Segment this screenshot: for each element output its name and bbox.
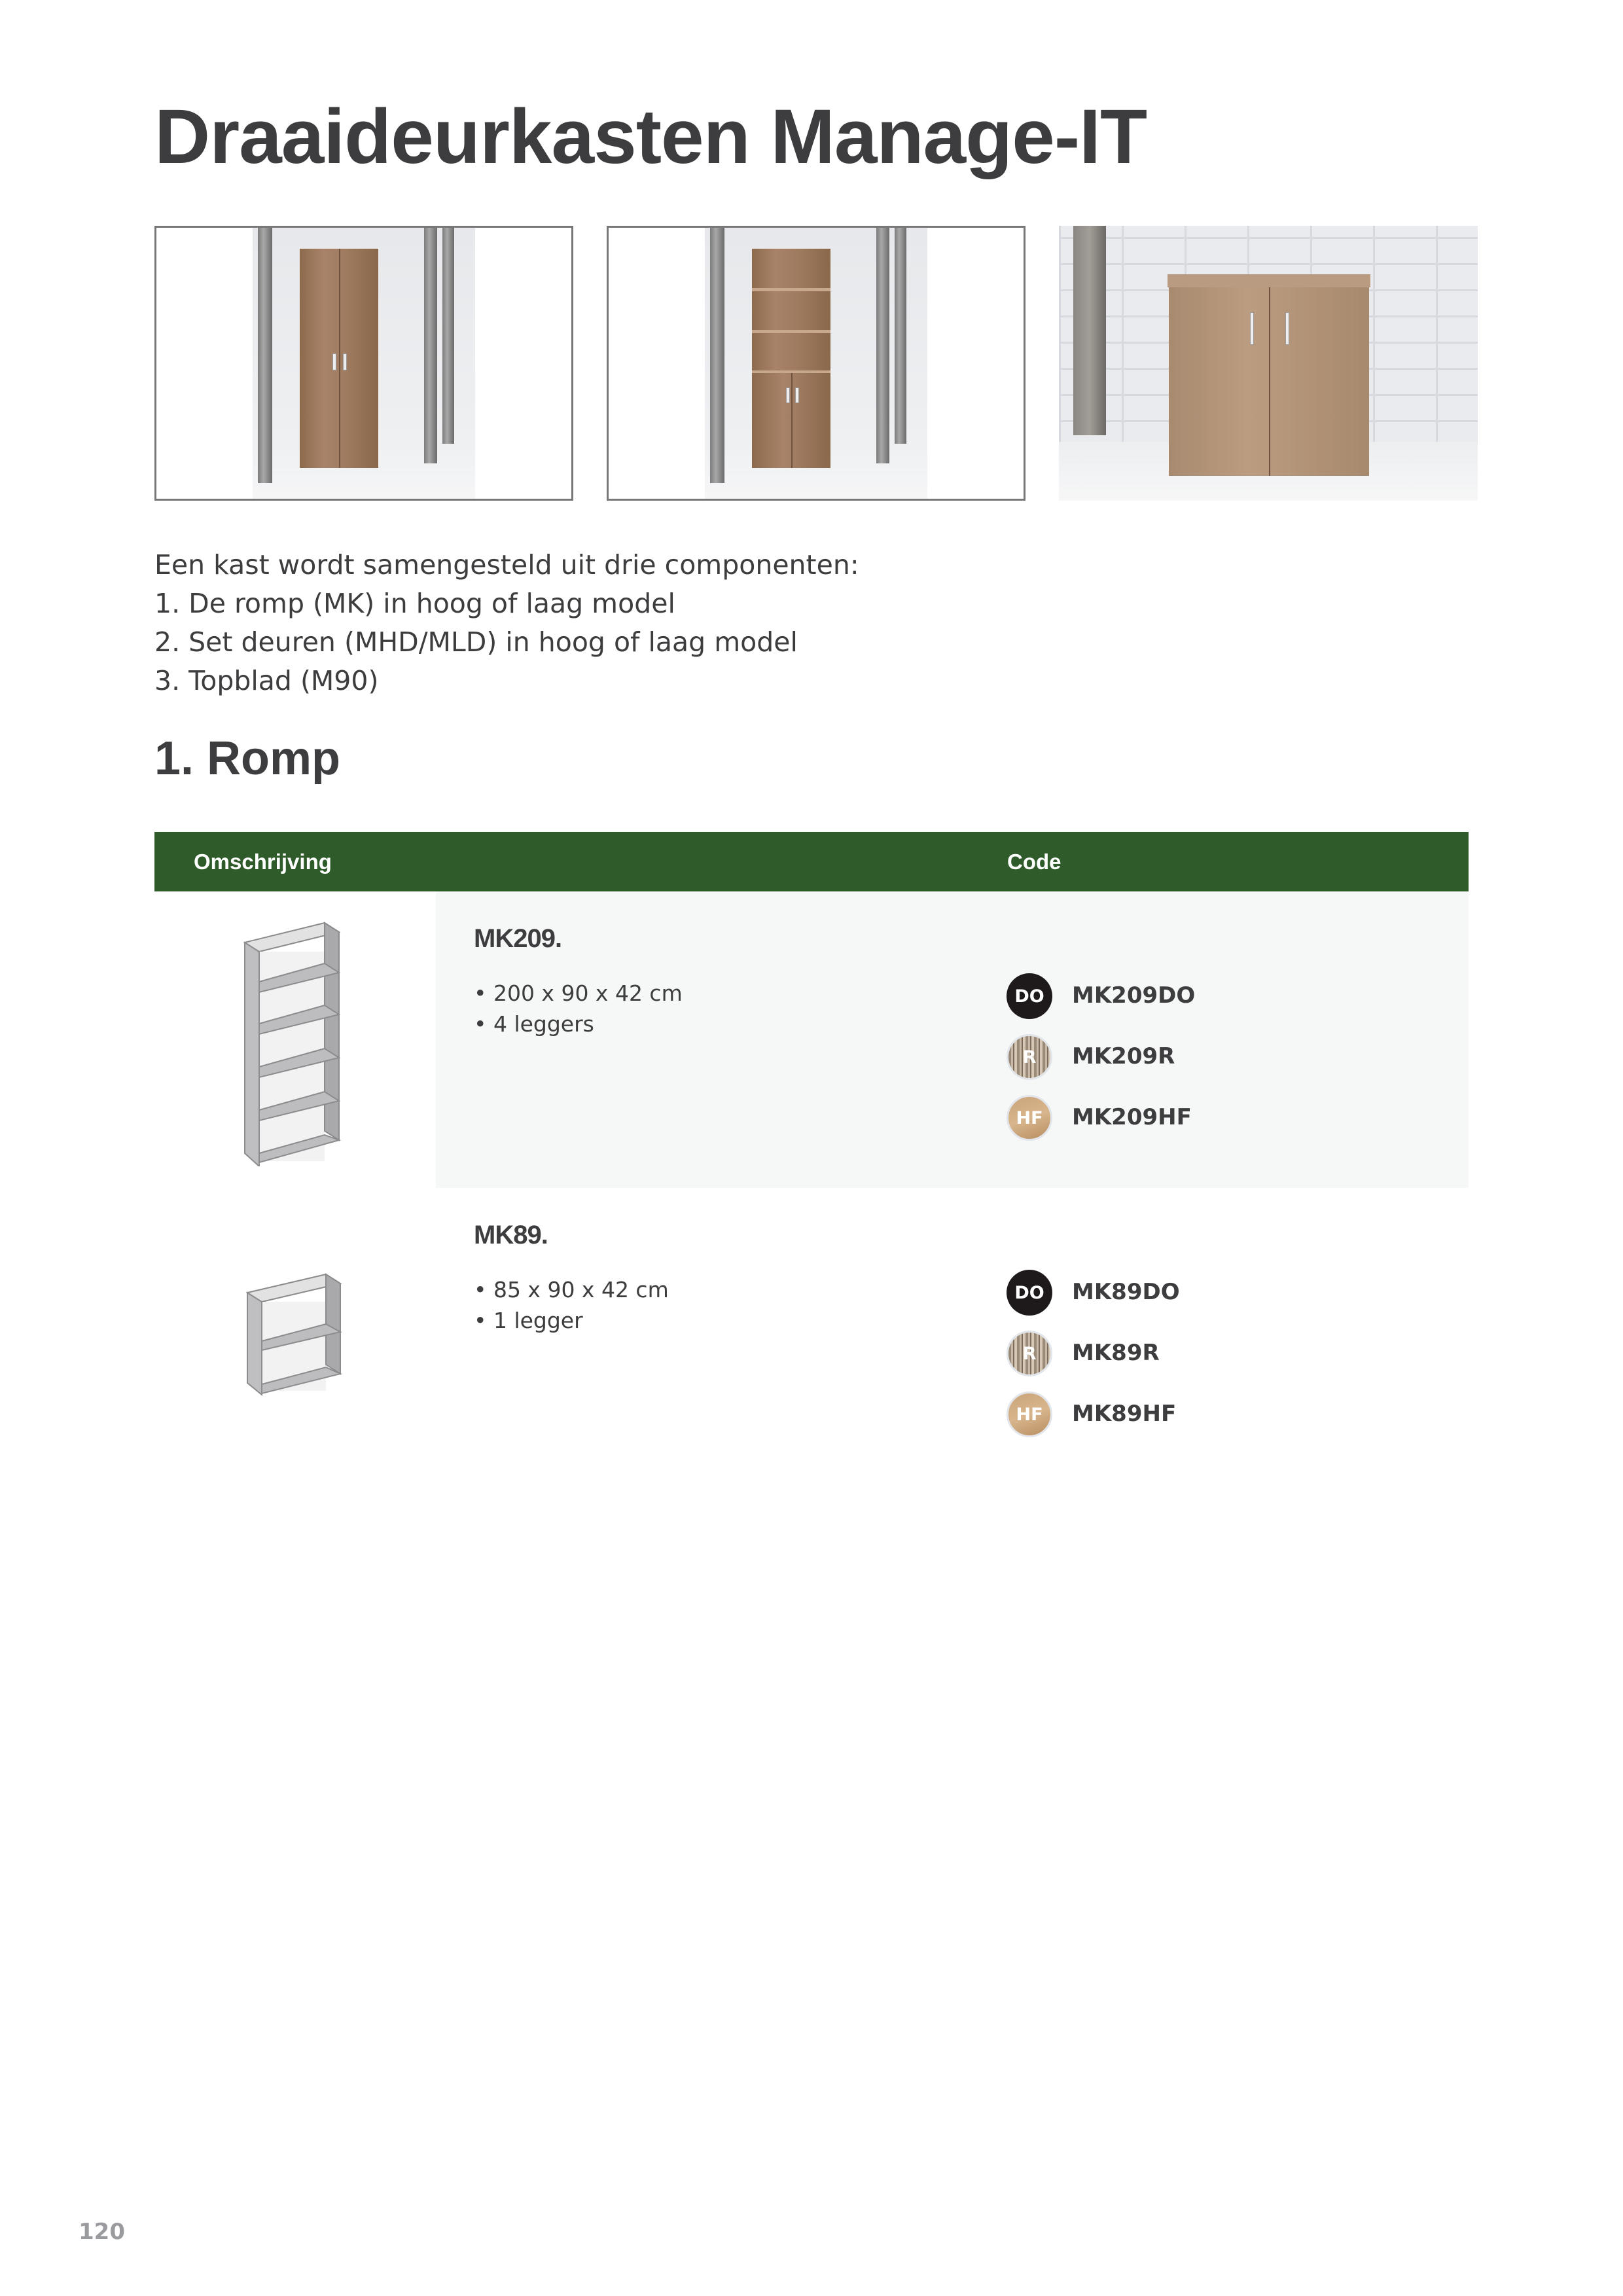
product-photo-low-doors bbox=[1059, 226, 1478, 501]
color-swatch-hf-icon: HF bbox=[1007, 1095, 1052, 1141]
product-code: MK209HF bbox=[1072, 1104, 1192, 1130]
steel-pillar bbox=[710, 228, 724, 483]
color-swatch-do-icon: DO bbox=[1007, 973, 1052, 1019]
product-photo-tall-open bbox=[607, 226, 1026, 501]
steel-pillar bbox=[258, 228, 272, 483]
cabinet-drawing-mk89 bbox=[233, 1273, 364, 1397]
product-code: MK89DO bbox=[1072, 1279, 1180, 1305]
cabinet-drawing-mk209 bbox=[233, 911, 364, 1166]
table-header bbox=[154, 832, 1469, 891]
page-title: Draaideurkasten Manage-IT bbox=[154, 94, 1147, 180]
product-specs bbox=[474, 1274, 669, 1336]
product-photo-tall-doors bbox=[154, 226, 573, 501]
table-row bbox=[154, 1188, 1469, 1486]
product-name: MK89. bbox=[474, 1221, 548, 1249]
section-title: 1. Romp bbox=[154, 732, 341, 785]
intro-line: 2. Set deuren (MHD/MLD) in hoog of laag model bbox=[154, 626, 798, 658]
cabinet-illustration bbox=[1169, 287, 1369, 476]
intro-line: 3. Topblad (M90) bbox=[154, 665, 379, 696]
product-name: MK209. bbox=[474, 924, 562, 953]
color-swatch-do-icon: DO bbox=[1007, 1270, 1052, 1316]
product-code: MK209R bbox=[1072, 1043, 1175, 1069]
product-code: MK209DO bbox=[1072, 982, 1196, 1009]
intro-line: Een kast wordt samengesteld uit drie componenten: bbox=[154, 549, 859, 581]
color-swatch-hf-icon: HF bbox=[1007, 1391, 1052, 1437]
column-header-description: Omschrijving bbox=[194, 850, 332, 874]
spec-dimensions: • 200 x 90 x 42 cm bbox=[474, 980, 683, 1006]
steel-pillar bbox=[876, 228, 889, 463]
spec-dimensions: • 85 x 90 x 42 cm bbox=[474, 1277, 669, 1302]
photo-background bbox=[253, 228, 475, 499]
steel-pillar bbox=[424, 228, 437, 463]
intro-line: 1. De romp (MK) in hoog of laag model bbox=[154, 588, 675, 619]
cabinet-illustration bbox=[752, 249, 830, 468]
table-row bbox=[154, 891, 1469, 1188]
product-code: MK89R bbox=[1072, 1340, 1160, 1366]
column-header-code: Code bbox=[1007, 850, 1061, 874]
spec-shelves: • 1 legger bbox=[474, 1308, 583, 1333]
row-shade bbox=[436, 891, 1469, 1188]
page-number: 120 bbox=[79, 2219, 125, 2245]
intro-text bbox=[154, 546, 859, 700]
steel-pillar bbox=[895, 228, 906, 444]
cabinet-illustration bbox=[300, 249, 378, 468]
steel-pillar bbox=[442, 228, 454, 444]
wooden-pillar bbox=[1073, 226, 1106, 435]
spec-shelves: • 4 leggers bbox=[474, 1011, 594, 1037]
product-code: MK89HF bbox=[1072, 1401, 1177, 1427]
color-swatch-r-icon: R bbox=[1007, 1331, 1052, 1376]
color-swatch-r-icon: R bbox=[1007, 1034, 1052, 1080]
cabinet-top bbox=[1168, 274, 1370, 287]
photo-background bbox=[705, 228, 927, 499]
product-specs bbox=[474, 978, 683, 1039]
